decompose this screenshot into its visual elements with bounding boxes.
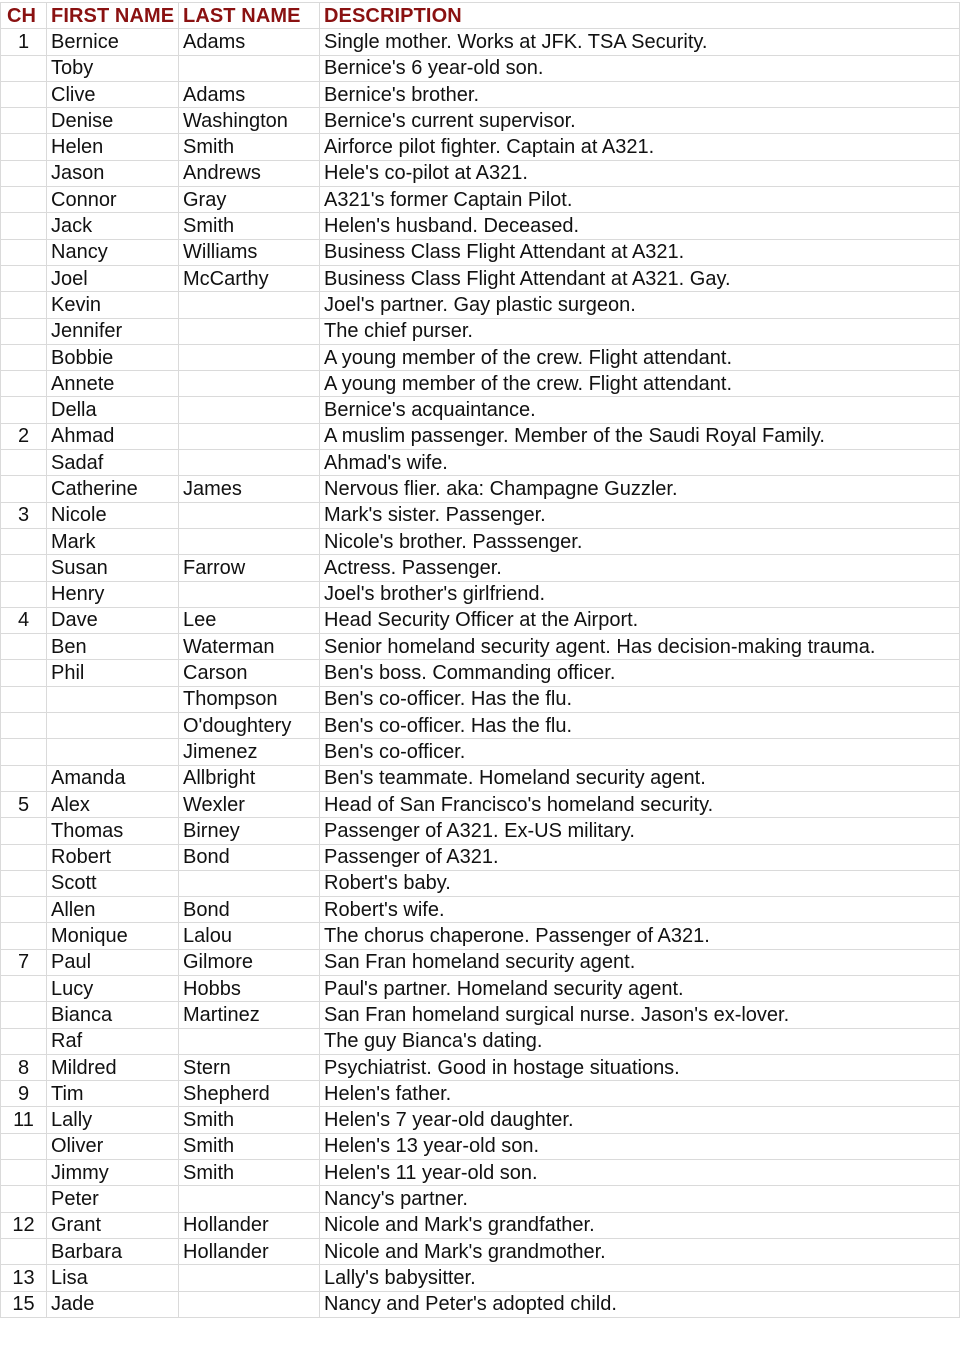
table-row [1, 1291, 960, 1317]
cell-ch [1, 528, 47, 554]
cell-last-name: Thompson [179, 686, 320, 712]
cell-first-name: Peter [47, 1186, 179, 1212]
cell-description: Mark's sister. Passenger. [320, 502, 960, 528]
table-row [1, 765, 960, 791]
cell-last-name: Smith [179, 1160, 320, 1186]
cell-last-name: James [179, 476, 320, 502]
cell-last-name: Hollander [179, 1212, 320, 1238]
cell-ch [1, 318, 47, 344]
table-row [1, 555, 960, 581]
cell-ch [1, 1028, 47, 1054]
table-row [1, 1186, 960, 1212]
cell-description: Single mother. Works at JFK. TSA Security. [320, 29, 960, 55]
cell-first-name: Lally [47, 1107, 179, 1133]
table-row [1, 1054, 960, 1080]
cell-description: The guy Bianca's dating. [320, 1028, 960, 1054]
table-row [1, 897, 960, 923]
cell-first-name [47, 713, 179, 739]
table-row [1, 791, 960, 817]
cell-last-name: Hollander [179, 1238, 320, 1264]
table-row [1, 923, 960, 949]
cell-ch [1, 476, 47, 502]
cell-first-name: Ahmad [47, 423, 179, 449]
cell-first-name: Nancy [47, 239, 179, 265]
cell-description: Nervous flier. aka: Champagne Guzzler. [320, 476, 960, 502]
cell-description: Nancy's partner. [320, 1186, 960, 1212]
table-row [1, 134, 960, 160]
cell-last-name: Smith [179, 1133, 320, 1159]
cell-description: Nicole and Mark's grandmother. [320, 1238, 960, 1264]
cell-ch [1, 213, 47, 239]
table-row [1, 502, 960, 528]
cell-description: Ben's boss. Commanding officer. [320, 660, 960, 686]
cell-description: Ben's co-officer. Has the flu. [320, 713, 960, 739]
cell-description: Helen's 7 year-old daughter. [320, 1107, 960, 1133]
cell-ch [1, 660, 47, 686]
cell-first-name: Amanda [47, 765, 179, 791]
cell-first-name: Nicole [47, 502, 179, 528]
table-row [1, 160, 960, 186]
cell-last-name: Allbright [179, 765, 320, 791]
cell-description: Lally's babysitter. [320, 1265, 960, 1291]
cell-description: Robert's wife. [320, 897, 960, 923]
cell-description: Helen's father. [320, 1081, 960, 1107]
table-row [1, 1212, 960, 1238]
table-row [1, 870, 960, 896]
cell-last-name: Smith [179, 213, 320, 239]
cell-last-name: Williams [179, 239, 320, 265]
cell-first-name: Allen [47, 897, 179, 923]
cell-description: Robert's baby. [320, 870, 960, 896]
table-row [1, 1028, 960, 1054]
cell-ch [1, 1133, 47, 1159]
cell-last-name [179, 528, 320, 554]
table-row [1, 81, 960, 107]
cell-ch [1, 581, 47, 607]
cell-last-name: Washington [179, 108, 320, 134]
column-header-first-name: FIRST NAME [47, 3, 179, 29]
cell-last-name [179, 1265, 320, 1291]
cell-ch: 5 [1, 791, 47, 817]
table-row [1, 239, 960, 265]
cell-ch: 1 [1, 29, 47, 55]
cell-first-name: Kevin [47, 292, 179, 318]
cell-ch [1, 292, 47, 318]
cell-description: Nancy and Peter's adopted child. [320, 1291, 960, 1317]
cell-last-name: Adams [179, 81, 320, 107]
cell-first-name: Jade [47, 1291, 179, 1317]
cell-ch: 15 [1, 1291, 47, 1317]
table-row [1, 397, 960, 423]
cell-first-name: Paul [47, 949, 179, 975]
cell-ch [1, 1186, 47, 1212]
cell-ch [1, 739, 47, 765]
cell-description: Helen's 11 year-old son. [320, 1160, 960, 1186]
cell-description: Paul's partner. Homeland security agent. [320, 975, 960, 1001]
cell-last-name: Stern [179, 1054, 320, 1080]
cell-ch [1, 55, 47, 81]
cell-last-name [179, 1291, 320, 1317]
cell-ch [1, 371, 47, 397]
cell-ch [1, 713, 47, 739]
cell-first-name: Jason [47, 160, 179, 186]
table-row [1, 975, 960, 1001]
cell-first-name: Raf [47, 1028, 179, 1054]
cell-last-name: Farrow [179, 555, 320, 581]
cell-first-name: Phil [47, 660, 179, 686]
cell-description: Psychiatrist. Good in hostage situations. [320, 1054, 960, 1080]
cell-ch [1, 555, 47, 581]
cell-last-name [179, 371, 320, 397]
cell-first-name: Robert [47, 844, 179, 870]
cell-ch [1, 765, 47, 791]
table-body [1, 29, 960, 1318]
cell-first-name: Toby [47, 55, 179, 81]
cell-last-name [179, 450, 320, 476]
table-row [1, 844, 960, 870]
cell-first-name [47, 686, 179, 712]
cell-ch [1, 397, 47, 423]
cell-first-name: Denise [47, 108, 179, 134]
cell-first-name: Joel [47, 265, 179, 291]
cell-first-name: Ben [47, 634, 179, 660]
cell-ch: 2 [1, 423, 47, 449]
cell-ch [1, 975, 47, 1001]
table-row [1, 265, 960, 291]
cell-last-name: Lee [179, 607, 320, 633]
table-row [1, 739, 960, 765]
cell-first-name: Dave [47, 607, 179, 633]
cell-ch: 13 [1, 1265, 47, 1291]
cell-description: Joel's brother's girlfriend. [320, 581, 960, 607]
cell-description: A muslim passenger. Member of the Saudi Royal Family. [320, 423, 960, 449]
cell-description: San Fran homeland surgical nurse. Jason's ex-lover. [320, 1002, 960, 1028]
cell-last-name [179, 870, 320, 896]
cell-last-name: Carson [179, 660, 320, 686]
cell-description: Head Security Officer at the Airport. [320, 607, 960, 633]
cell-first-name: Bernice [47, 29, 179, 55]
cell-last-name: Gray [179, 187, 320, 213]
table-row [1, 528, 960, 554]
cell-description: Passenger of A321. [320, 844, 960, 870]
cell-last-name: McCarthy [179, 265, 320, 291]
cell-description: A young member of the crew. Flight attendant. [320, 344, 960, 370]
cell-ch [1, 239, 47, 265]
table-row [1, 423, 960, 449]
cell-last-name: Wexler [179, 791, 320, 817]
cell-last-name [179, 1028, 320, 1054]
cell-first-name: Connor [47, 187, 179, 213]
cell-description: Bernice's 6 year-old son. [320, 55, 960, 81]
cell-last-name: Adams [179, 29, 320, 55]
cell-last-name: Smith [179, 134, 320, 160]
cell-description: Passenger of A321. Ex-US military. [320, 818, 960, 844]
cell-ch [1, 1238, 47, 1264]
cell-ch [1, 81, 47, 107]
cell-first-name: Oliver [47, 1133, 179, 1159]
cell-first-name: Susan [47, 555, 179, 581]
cell-description: Bernice's acquaintance. [320, 397, 960, 423]
cell-description: Head of San Francisco's homeland security. [320, 791, 960, 817]
cell-last-name: Martinez [179, 1002, 320, 1028]
table-row [1, 1002, 960, 1028]
cell-ch [1, 818, 47, 844]
cell-last-name [179, 55, 320, 81]
cell-last-name [179, 292, 320, 318]
table-row [1, 292, 960, 318]
cell-description: Airforce pilot fighter. Captain at A321. [320, 134, 960, 160]
cell-ch: 9 [1, 1081, 47, 1107]
cell-first-name: Mildred [47, 1054, 179, 1080]
cell-last-name: Gilmore [179, 949, 320, 975]
cell-first-name: Alex [47, 791, 179, 817]
cell-ch [1, 844, 47, 870]
character-table [0, 2, 960, 1318]
cell-description: Senior homeland security agent. Has decision-making trauma. [320, 634, 960, 660]
cell-description: Ben's co-officer. [320, 739, 960, 765]
cell-ch: 12 [1, 1212, 47, 1238]
cell-ch [1, 686, 47, 712]
cell-ch [1, 1160, 47, 1186]
cell-last-name [179, 502, 320, 528]
cell-last-name: Andrews [179, 160, 320, 186]
column-header-description: DESCRIPTION [320, 3, 960, 29]
table-row [1, 713, 960, 739]
cell-last-name [179, 581, 320, 607]
cell-ch: 7 [1, 949, 47, 975]
table-row [1, 450, 960, 476]
cell-last-name: Smith [179, 1107, 320, 1133]
column-header-ch: CH [1, 3, 47, 29]
table-row [1, 607, 960, 633]
cell-first-name: Barbara [47, 1238, 179, 1264]
cell-description: Ahmad's wife. [320, 450, 960, 476]
cell-first-name: Mark [47, 528, 179, 554]
cell-last-name: Bond [179, 897, 320, 923]
cell-description: Business Class Flight Attendant at A321. [320, 239, 960, 265]
table-row [1, 686, 960, 712]
cell-description: Bernice's brother. [320, 81, 960, 107]
cell-first-name: Lisa [47, 1265, 179, 1291]
cell-description: Business Class Flight Attendant at A321. Gay. [320, 265, 960, 291]
cell-last-name: O'doughtery [179, 713, 320, 739]
cell-last-name: Lalou [179, 923, 320, 949]
table-row [1, 344, 960, 370]
cell-description: Helen's 13 year-old son. [320, 1133, 960, 1159]
cell-last-name: Hobbs [179, 975, 320, 1001]
cell-first-name: Sadaf [47, 450, 179, 476]
cell-description: San Fran homeland security agent. [320, 949, 960, 975]
cell-description: The chorus chaperone. Passenger of A321. [320, 923, 960, 949]
cell-description: Nicole's brother. Passsenger. [320, 528, 960, 554]
cell-ch [1, 265, 47, 291]
table-row [1, 1265, 960, 1291]
table-row [1, 1238, 960, 1264]
table-row [1, 213, 960, 239]
table-row [1, 581, 960, 607]
cell-last-name: Bond [179, 844, 320, 870]
cell-description: Bernice's current supervisor. [320, 108, 960, 134]
cell-last-name: Waterman [179, 634, 320, 660]
cell-description: Actress. Passenger. [320, 555, 960, 581]
table-row [1, 660, 960, 686]
table-row [1, 318, 960, 344]
cell-ch [1, 134, 47, 160]
cell-last-name: Jimenez [179, 739, 320, 765]
cell-first-name: Henry [47, 581, 179, 607]
cell-description: Nicole and Mark's grandfather. [320, 1212, 960, 1238]
cell-last-name [179, 1186, 320, 1212]
table-row [1, 187, 960, 213]
cell-first-name: Tim [47, 1081, 179, 1107]
cell-ch [1, 187, 47, 213]
cell-first-name: Bobbie [47, 344, 179, 370]
cell-description: A young member of the crew. Flight attendant. [320, 371, 960, 397]
cell-first-name: Helen [47, 134, 179, 160]
cell-last-name [179, 423, 320, 449]
cell-ch [1, 897, 47, 923]
table-row [1, 1107, 960, 1133]
cell-last-name: Birney [179, 818, 320, 844]
cell-first-name: Bianca [47, 1002, 179, 1028]
cell-first-name: Scott [47, 870, 179, 896]
cell-first-name: Jennifer [47, 318, 179, 344]
cell-ch [1, 450, 47, 476]
cell-ch: 8 [1, 1054, 47, 1080]
cell-first-name: Jimmy [47, 1160, 179, 1186]
table-row [1, 1081, 960, 1107]
table-row [1, 949, 960, 975]
cell-last-name [179, 344, 320, 370]
cell-ch [1, 344, 47, 370]
cell-last-name: Shepherd [179, 1081, 320, 1107]
cell-last-name [179, 397, 320, 423]
table-row [1, 476, 960, 502]
cell-first-name: Lucy [47, 975, 179, 1001]
cell-first-name: Grant [47, 1212, 179, 1238]
table-row [1, 29, 960, 55]
cell-first-name: Clive [47, 81, 179, 107]
cell-description: A321's former Captain Pilot. [320, 187, 960, 213]
cell-description: Ben's co-officer. Has the flu. [320, 686, 960, 712]
header-row [1, 3, 960, 29]
cell-ch: 3 [1, 502, 47, 528]
cell-ch: 11 [1, 1107, 47, 1133]
cell-ch [1, 160, 47, 186]
cell-ch [1, 870, 47, 896]
column-header-last-name: LAST NAME [179, 3, 320, 29]
cell-first-name: Della [47, 397, 179, 423]
cell-first-name: Jack [47, 213, 179, 239]
cell-ch [1, 923, 47, 949]
cell-ch [1, 1002, 47, 1028]
cell-first-name: Annete [47, 371, 179, 397]
cell-description: The chief purser. [320, 318, 960, 344]
cell-description: Joel's partner. Gay plastic surgeon. [320, 292, 960, 318]
cell-description: Helen's husband. Deceased. [320, 213, 960, 239]
cell-first-name: Catherine [47, 476, 179, 502]
cell-description: Ben's teammate. Homeland security agent. [320, 765, 960, 791]
table-row [1, 371, 960, 397]
cell-first-name: Thomas [47, 818, 179, 844]
table-row [1, 1133, 960, 1159]
cell-ch [1, 108, 47, 134]
cell-ch: 4 [1, 607, 47, 633]
cell-description: Hele's co-pilot at A321. [320, 160, 960, 186]
table-row [1, 55, 960, 81]
table-row [1, 1160, 960, 1186]
cell-ch [1, 634, 47, 660]
cell-last-name [179, 318, 320, 344]
cell-first-name: Monique [47, 923, 179, 949]
cell-first-name [47, 739, 179, 765]
table-row [1, 818, 960, 844]
table-row [1, 108, 960, 134]
table-row [1, 634, 960, 660]
